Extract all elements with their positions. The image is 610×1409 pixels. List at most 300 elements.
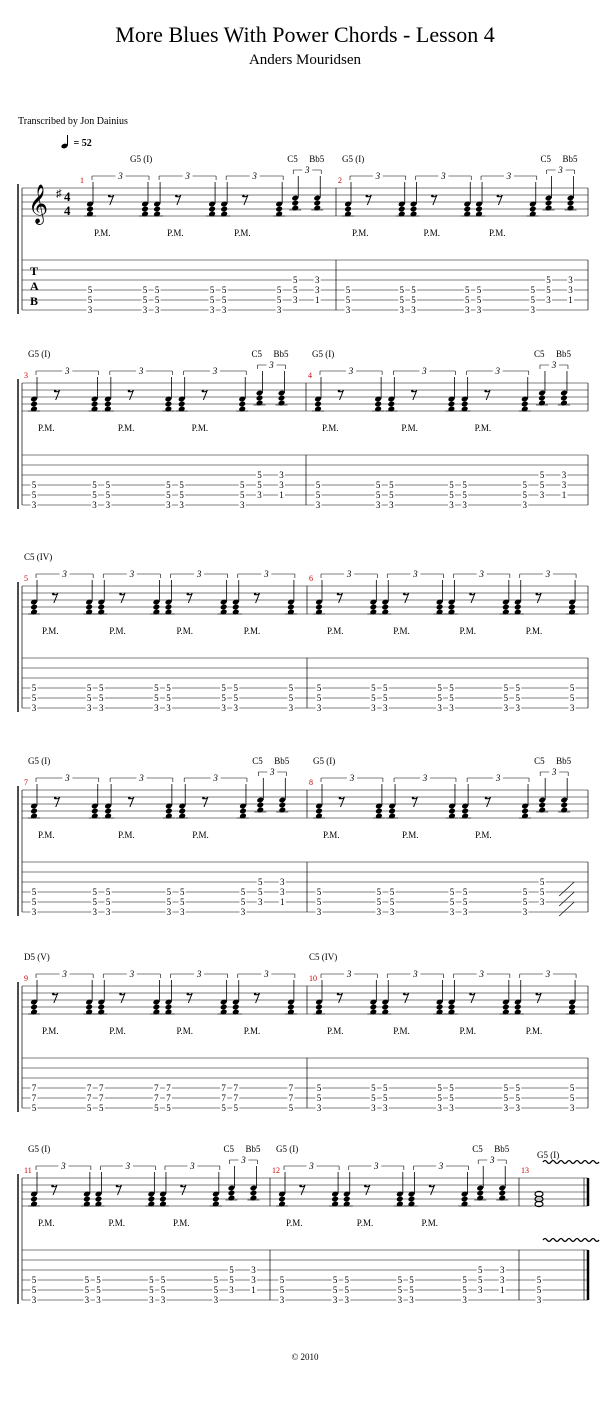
tab-number: 3 xyxy=(280,877,285,887)
tab-number: 3 xyxy=(87,305,93,315)
notehead xyxy=(232,1004,240,1011)
notehead xyxy=(228,1195,236,1202)
tab-number: 3 xyxy=(503,1103,509,1113)
tuplet-number: 3 xyxy=(349,773,355,783)
notehead xyxy=(314,406,322,413)
notehead xyxy=(463,211,471,218)
notehead xyxy=(165,609,173,616)
notehead xyxy=(104,813,112,820)
chord-name: Bb5 xyxy=(555,349,571,359)
tab-number: 3 xyxy=(314,275,320,285)
tab-number: 5 xyxy=(316,887,322,897)
tab-number: 3 xyxy=(462,1295,467,1305)
tuplet-number: 3 xyxy=(270,767,275,777)
tuplet-number: 3 xyxy=(264,969,269,979)
tuplet-number: 3 xyxy=(375,171,381,181)
tab-number: 5 xyxy=(142,285,148,295)
measure-number: 13 xyxy=(521,1166,529,1175)
notehead xyxy=(461,406,469,413)
tab-number: 7 xyxy=(288,1093,294,1103)
palm-mute-label: P.M. xyxy=(172,1218,190,1228)
eighth-rest-dot xyxy=(187,593,190,596)
tab-number: 5 xyxy=(569,693,575,703)
tab-number: 5 xyxy=(31,1275,37,1285)
notehead xyxy=(381,609,389,616)
tuplet-number: 3 xyxy=(441,171,446,181)
notehead xyxy=(148,1196,156,1203)
notehead xyxy=(396,1196,404,1203)
tab-number: 5 xyxy=(397,1275,403,1285)
tab-number: 5 xyxy=(476,285,482,295)
tab-number: 5 xyxy=(31,1285,37,1295)
tab-number: 5 xyxy=(239,490,245,500)
notehead xyxy=(560,802,568,809)
tab-number: 7 xyxy=(31,1093,37,1103)
tab-number: 5 xyxy=(209,295,215,305)
palm-mute-label: P.M. xyxy=(243,1026,261,1036)
tuplet-number: 3 xyxy=(212,366,218,376)
tab-number: 5 xyxy=(546,285,551,295)
eighth-rest-dot xyxy=(52,993,55,996)
notehead xyxy=(502,604,510,611)
eighth-rest-dot xyxy=(497,195,500,198)
notehead xyxy=(141,211,149,218)
tab-number: 3 xyxy=(376,907,382,917)
notehead xyxy=(315,1009,323,1016)
eighth-rest-dot xyxy=(364,1185,367,1188)
notehead xyxy=(398,211,406,218)
eighth-rest-dot xyxy=(119,593,122,596)
tab-number: 5 xyxy=(221,1103,226,1113)
tuplet-number: 3 xyxy=(304,165,310,175)
notehead xyxy=(212,1201,220,1208)
tab-number: 5 xyxy=(99,1103,104,1113)
tab-number: 5 xyxy=(233,693,238,703)
tab-number: 5 xyxy=(371,1083,376,1093)
notehead xyxy=(30,609,38,616)
tab-number: 5 xyxy=(92,490,97,500)
tab-number: 5 xyxy=(515,1093,520,1103)
chord-name: C5 xyxy=(534,756,545,766)
tuplet-number: 3 xyxy=(252,171,257,181)
tab-number: 3 xyxy=(464,305,470,315)
palm-mute-label: P.M. xyxy=(286,1218,303,1228)
eighth-rest-dot xyxy=(536,993,539,996)
eighth-rest-dot xyxy=(411,390,414,393)
notehead xyxy=(521,808,529,815)
palm-mute-label: P.M. xyxy=(38,1218,55,1228)
notehead xyxy=(104,401,112,408)
tab-number: 3 xyxy=(280,887,285,897)
palm-mute-label: P.M. xyxy=(109,1026,126,1036)
tab-number: 5 xyxy=(279,1275,285,1285)
tab-number: 5 xyxy=(503,1083,509,1093)
tab-number: 3 xyxy=(105,907,111,917)
tab-number: 3 xyxy=(316,703,322,713)
tuplet-number: 3 xyxy=(125,1161,131,1171)
notehead xyxy=(220,604,228,611)
tab-number: 5 xyxy=(530,295,536,305)
notehead xyxy=(461,813,469,820)
tab-number: 3 xyxy=(166,703,171,713)
tuplet-number: 3 xyxy=(545,969,551,979)
tab-number: 1 xyxy=(251,1285,256,1295)
tab-number: 5 xyxy=(389,897,395,907)
tab-number: 5 xyxy=(221,285,227,295)
song-title: More Blues With Power Chords - Lesson 4 xyxy=(115,22,495,47)
tab-number: 3 xyxy=(288,703,294,713)
measure-number: 2 xyxy=(338,176,342,185)
notehead xyxy=(212,1196,220,1203)
composer-name: Anders Mouridsen xyxy=(248,52,362,68)
notehead xyxy=(314,401,322,408)
tab-number: 5 xyxy=(99,693,104,703)
tuplet-number: 3 xyxy=(213,773,218,783)
notehead xyxy=(461,808,469,815)
tuplet-number: 3 xyxy=(495,773,501,783)
tab-number: 5 xyxy=(437,683,442,693)
palm-mute-label: P.M. xyxy=(525,1026,543,1036)
key-signature-sharp: ♯ xyxy=(56,188,62,200)
tab-number: 3 xyxy=(316,1103,322,1113)
tuplet-number: 3 xyxy=(241,1155,246,1165)
notehead xyxy=(91,808,99,815)
eighth-rest-dot xyxy=(403,993,406,996)
notehead xyxy=(436,604,444,611)
tab-number: 5 xyxy=(569,1093,575,1103)
notehead xyxy=(387,406,395,413)
tab-number: 5 xyxy=(87,285,93,295)
notehead xyxy=(83,1201,91,1208)
tab-number: 5 xyxy=(154,285,160,295)
tab-number: 5 xyxy=(92,897,98,907)
tab-number: 3 xyxy=(568,275,573,285)
notehead xyxy=(461,1196,469,1203)
eighth-rest-dot xyxy=(484,390,487,393)
tab-number: 3 xyxy=(315,500,321,510)
notehead xyxy=(165,401,173,408)
notehead xyxy=(560,400,568,407)
treble-clef-icon: 𝄞 xyxy=(28,186,49,223)
tab-number: 5 xyxy=(292,285,298,295)
tab-number: 5 xyxy=(213,1275,219,1285)
tab-number: 5 xyxy=(276,295,282,305)
tuplet-number: 3 xyxy=(185,171,190,181)
tuplet-number: 3 xyxy=(413,569,418,579)
tab-number: 5 xyxy=(160,1285,166,1295)
tab-number: 5 xyxy=(399,295,404,305)
tab-number: 3 xyxy=(31,500,37,510)
tab-number: 3 xyxy=(539,490,545,500)
notehead xyxy=(568,609,576,616)
tab-number: 5 xyxy=(437,693,442,703)
tab-number: 3 xyxy=(399,305,404,315)
eighth-rest-dot xyxy=(54,390,57,393)
tab-number: 5 xyxy=(315,490,321,500)
tab-number: 7 xyxy=(154,1093,159,1103)
tab-number: 5 xyxy=(522,480,528,490)
copyright-notice: © 2010 xyxy=(291,1352,319,1362)
palm-mute-label: P.M. xyxy=(191,423,209,433)
tab-number: 5 xyxy=(539,887,545,897)
tab-number: 5 xyxy=(515,693,520,703)
eighth-rest-dot xyxy=(202,797,205,800)
tab-number: 5 xyxy=(288,683,294,693)
notehead xyxy=(448,406,456,413)
tab-number: 5 xyxy=(229,1265,234,1275)
tab-number: 5 xyxy=(376,897,382,907)
eighth-rest-dot xyxy=(366,195,369,198)
notehead xyxy=(461,401,469,408)
tab-number: 5 xyxy=(503,693,509,703)
notehead xyxy=(278,807,286,814)
tab-number: 3 xyxy=(499,1265,505,1275)
tab-number: 3 xyxy=(92,500,97,510)
tab-number: 5 xyxy=(233,683,238,693)
tab-number: 3 xyxy=(499,1275,505,1285)
eighth-rest-dot xyxy=(128,390,131,393)
tab-number: 3 xyxy=(345,305,351,315)
tab-number: 5 xyxy=(92,480,97,490)
tab-number: 3 xyxy=(462,500,467,510)
tuplet-number: 3 xyxy=(348,366,354,376)
palm-mute-label: P.M. xyxy=(109,626,126,636)
measure-number: 8 xyxy=(309,778,313,787)
tab-number: 3 xyxy=(105,500,111,510)
tab-number: 3 xyxy=(449,1103,454,1113)
notehead xyxy=(165,406,173,413)
tab-number: 3 xyxy=(522,907,528,917)
tab-number: 3 xyxy=(397,1295,403,1305)
notehead xyxy=(141,206,149,213)
tab-number: 5 xyxy=(154,295,160,305)
tab-number: 5 xyxy=(240,887,246,897)
transcriber-credit: Transcribed by Jon Dainius xyxy=(18,116,128,127)
chord-name: G5 (I) xyxy=(28,756,51,766)
notehead xyxy=(388,813,396,820)
tab-number: 5 xyxy=(179,490,184,500)
notehead xyxy=(30,813,38,820)
notehead xyxy=(343,1201,351,1208)
tab-number: 3 xyxy=(84,1295,90,1305)
eighth-rest-dot xyxy=(337,593,340,596)
measure-number: 4 xyxy=(308,371,312,380)
notehead xyxy=(408,1201,416,1208)
notehead xyxy=(538,807,546,814)
tab-number: 3 xyxy=(209,305,215,315)
tab-number: 3 xyxy=(86,703,92,713)
tuplet-number: 3 xyxy=(269,360,274,370)
notehead xyxy=(529,211,537,218)
notehead xyxy=(153,609,161,616)
notehead xyxy=(148,1201,156,1208)
tuplet-number: 3 xyxy=(545,569,551,579)
notehead xyxy=(369,1009,377,1016)
palm-mute-label: P.M. xyxy=(489,228,506,238)
notehead xyxy=(153,604,161,611)
tuplet-number: 3 xyxy=(558,165,563,175)
tab-number: 5 xyxy=(569,1083,575,1093)
palm-mute-label: P.M. xyxy=(393,626,410,636)
notehead xyxy=(97,609,105,616)
chord-name: Bb5 xyxy=(556,756,572,766)
notehead xyxy=(315,1004,323,1011)
eighth-rest-dot xyxy=(119,993,122,996)
tab-number: 3 xyxy=(316,907,322,917)
tab-number: 5 xyxy=(464,295,470,305)
notehead xyxy=(331,1201,339,1208)
tab-number: 7 xyxy=(99,1083,104,1093)
notehead xyxy=(448,609,456,616)
tab-number: 5 xyxy=(522,897,528,907)
tuplet-number: 3 xyxy=(62,969,67,979)
notehead xyxy=(538,802,546,809)
tab-number: 5 xyxy=(477,1265,483,1275)
notehead xyxy=(567,205,575,212)
notehead xyxy=(287,1009,295,1016)
tab-number: 7 xyxy=(86,1093,92,1103)
notehead xyxy=(408,1196,416,1203)
eighth-rest-dot xyxy=(485,797,488,800)
tuplet-number: 3 xyxy=(551,767,557,777)
tab-number: 5 xyxy=(31,897,37,907)
notehead xyxy=(220,206,228,213)
eighth-rest-dot xyxy=(337,993,340,996)
notehead xyxy=(502,1009,510,1016)
tab-number: 5 xyxy=(99,683,104,693)
tab-number: 3 xyxy=(142,305,148,315)
tab-number: 3 xyxy=(568,285,573,295)
tab-number: 7 xyxy=(86,1083,92,1093)
tab-number: 5 xyxy=(87,295,93,305)
palm-mute-label: P.M. xyxy=(117,423,135,433)
tab-number: 3 xyxy=(258,897,263,907)
time-signature-bottom: 4 xyxy=(64,203,71,218)
tab-number: 3 xyxy=(99,703,104,713)
eighth-rest-dot xyxy=(469,993,472,996)
notehead xyxy=(30,1004,38,1011)
tab-number: 5 xyxy=(462,490,467,500)
tab-number: 5 xyxy=(233,1103,238,1113)
tab-number: 5 xyxy=(105,897,111,907)
tab-number: 5 xyxy=(569,683,575,693)
notehead xyxy=(208,211,216,218)
notehead xyxy=(153,1004,161,1011)
notehead xyxy=(521,813,529,820)
notehead xyxy=(538,395,546,402)
tab-number: 5 xyxy=(449,1093,454,1103)
tuplet-number: 3 xyxy=(479,969,484,979)
chord-name: G5 (I) xyxy=(537,1150,560,1160)
tab-number: 5 xyxy=(539,480,545,490)
tuplet-number: 3 xyxy=(129,569,135,579)
tuplet-number: 3 xyxy=(62,569,67,579)
tab-number: 3 xyxy=(546,295,551,305)
notehead xyxy=(30,1201,38,1208)
tab-number: 5 xyxy=(229,1275,234,1285)
chord-name: G5 (I) xyxy=(28,1144,51,1154)
tab-number: 5 xyxy=(376,887,382,897)
tab-number: 5 xyxy=(105,490,111,500)
notehead xyxy=(250,1195,258,1202)
chord-name: G5 (I) xyxy=(130,154,153,164)
notehead xyxy=(545,205,553,212)
tab-number: 5 xyxy=(288,1103,294,1113)
tab-number: 3 xyxy=(31,907,37,917)
tab-number: 3 xyxy=(229,1285,234,1295)
notehead xyxy=(343,1196,351,1203)
palm-mute-label: P.M. xyxy=(356,1218,374,1228)
tab-number: 5 xyxy=(411,295,416,305)
tab-number: 5 xyxy=(539,470,545,480)
chord-name: Bb5 xyxy=(273,349,289,359)
tab-number: 3 xyxy=(166,907,172,917)
tab-number: 5 xyxy=(462,480,467,490)
notehead xyxy=(91,401,99,408)
tab-number: 3 xyxy=(344,1295,349,1305)
tuplet-number: 3 xyxy=(196,969,202,979)
eighth-rest-dot xyxy=(339,797,342,800)
vibrato-line xyxy=(543,1239,599,1242)
notehead xyxy=(315,604,323,611)
palm-mute-label: P.M. xyxy=(402,830,419,840)
notehead xyxy=(159,1201,167,1208)
chord-name: C5 xyxy=(540,154,552,164)
tuplet-number: 3 xyxy=(489,1155,495,1165)
tab-number: 3 xyxy=(371,1103,376,1113)
tab-number: 1 xyxy=(280,897,285,907)
notehead xyxy=(381,604,389,611)
notehead xyxy=(232,604,240,611)
tab-number: 3 xyxy=(437,703,442,713)
notehead xyxy=(461,1201,469,1208)
tab-number: 7 xyxy=(221,1083,226,1093)
notehead xyxy=(529,206,537,213)
notehead xyxy=(502,1004,510,1011)
notehead xyxy=(313,205,321,212)
palm-mute-label: P.M. xyxy=(421,1218,438,1228)
notehead xyxy=(238,406,246,413)
notehead xyxy=(448,604,456,611)
tuplet-number: 3 xyxy=(479,569,484,579)
eighth-rest-dot xyxy=(431,195,434,198)
notehead xyxy=(97,1009,105,1016)
notehead xyxy=(91,813,99,820)
notehead xyxy=(381,1009,389,1016)
notehead xyxy=(374,401,382,408)
chord-name: C5 xyxy=(287,154,298,164)
tab-number: 3 xyxy=(536,1295,542,1305)
tab-number: 5 xyxy=(449,887,455,897)
measure-number: 6 xyxy=(309,574,313,583)
tab-number: 5 xyxy=(166,1103,171,1113)
tab-number: 1 xyxy=(314,295,320,305)
tempo-value: = 52 xyxy=(73,138,92,149)
notehead xyxy=(287,609,295,616)
tab-number: 5 xyxy=(31,490,37,500)
notehead xyxy=(165,1004,173,1011)
palm-mute-label: P.M. xyxy=(108,1218,125,1228)
notehead xyxy=(165,808,173,815)
notehead xyxy=(165,813,173,820)
notehead xyxy=(278,400,286,407)
tab-number: 3 xyxy=(383,703,388,713)
tab-number: 5 xyxy=(31,887,37,897)
tab-number: 5 xyxy=(240,897,246,907)
tab-number: 5 xyxy=(462,1275,467,1285)
tab-number: 5 xyxy=(213,1285,219,1295)
tab-number: 5 xyxy=(257,480,262,490)
